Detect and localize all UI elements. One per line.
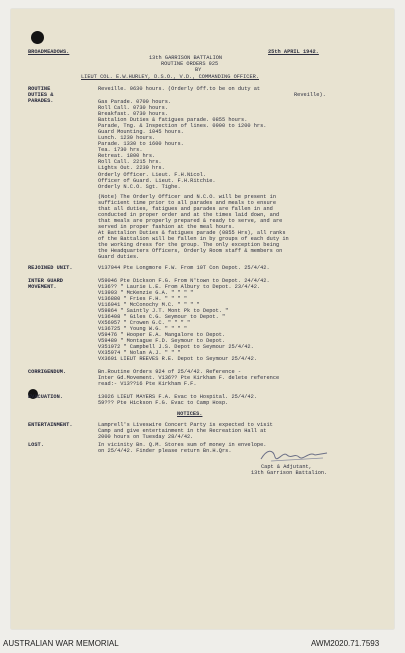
routine-label-1: ROUTINE xyxy=(28,86,51,92)
routine-label-2: DUTIES & xyxy=(28,92,54,98)
duty-officer-row: Orderly Officer. Lieut. F.H.Nicol. xyxy=(98,172,207,178)
note-line: that all duties, fatigues and parades are fallen in and xyxy=(98,206,273,212)
lost-label: LOST. xyxy=(28,442,44,448)
movement-row: V59046 Pte Dickson F.G. From N'town to Depot. 24/4/42. xyxy=(98,278,270,284)
movement-row: V116041 " McConochy M.C. " " " " xyxy=(98,302,200,308)
punch-hole-top xyxy=(31,31,44,44)
movement-row: V136880 " Fries F.H. " " " " xyxy=(98,296,188,302)
by-line: BY xyxy=(195,67,202,73)
commander-line: LIEUT COL. E.W.HURLEY, D.S.O., V.D., COMMANDING OFFICER. xyxy=(81,74,260,80)
note-line: At Battalion Duties & fatigues parade (0855 Hrs), all ranks xyxy=(98,230,286,236)
inter-guard-label-2: MOVEMENT. xyxy=(28,284,57,290)
routine-row: Parade. 1330 to 1600 hours. xyxy=(98,141,184,147)
routine-row: Breakfast. 0730 hours. xyxy=(98,111,168,117)
corrigendum-line: read:- V13??16 Pte Kirkham F.F. xyxy=(98,381,197,387)
archive-footer xyxy=(0,631,405,653)
note-line: served in proper fashion at the meal hours. xyxy=(98,224,235,230)
lost-line: on 25/4/42. Finder please return Bn.H.Qrs. xyxy=(98,448,232,454)
order-date: 25th APRIL 1942. xyxy=(268,49,319,55)
inter-guard-label-1: INTER GUARD xyxy=(28,278,63,284)
document-page xyxy=(11,9,394,629)
entertainment-line: Lamprell's Liveswire Concert Party is expected to visit xyxy=(98,422,273,428)
lost-line: In vicinity Bn. Q.M. Stores sum of money in envelope. xyxy=(98,442,267,448)
routine-row: Lunch. 1230 hours. xyxy=(98,135,156,141)
routine-row: Roll Call. 2215 hrs. xyxy=(98,159,162,165)
orders-title: ROUTINE ORDERS 925 xyxy=(161,61,219,67)
movement-row: V59476 " Hooper E.A. Mangalore to Depot. xyxy=(98,332,226,338)
routine-row: Guard Mounting. 1045 hours. xyxy=(98,129,184,135)
entertainment-line: 2000 hours on Tuesday 28/4/42. xyxy=(98,434,194,440)
rejoined-text: V137044 Pte Longmore F.W. From 10T Con Depot. 25/4/42. xyxy=(98,265,270,271)
movement-row: V351972 " Campbell J.S. Depot to Seymour 25/4/42. xyxy=(98,344,254,350)
note-line: conducted in proper order and at the times laid down, and xyxy=(98,212,280,218)
routine-row: Roll Call. 0730 hours. xyxy=(98,105,168,111)
movement-row: V136?? " Laurie L.E. From Albury to Depot. 23/4/42. xyxy=(98,284,261,290)
note-line: that meals are properly prepared & ready to serve, and are xyxy=(98,218,283,224)
corrigendum-line: Inter Gd.Movement. V136?? Pte Kirkham F. delete reference xyxy=(98,375,280,381)
signature-mark xyxy=(257,445,337,465)
entertainment-line: Camp and give entertainment in the Recreation Hall at xyxy=(98,428,267,434)
evacuation-line: 59??? Pte Hickson F.G. Evac to Camp Hosp. xyxy=(98,400,229,406)
duty-officer-row: Orderly N.C.O. Sgt. Tighe. xyxy=(98,184,181,190)
corrigendum-line: Bn.Routine Orders 924 of 25/4/42. Reference - xyxy=(98,369,242,375)
movement-row: V136725 " Young W.G. " " " " xyxy=(98,326,188,332)
signature-unit: 13th Garrison Battalion. xyxy=(251,470,328,476)
routine-label-3: PARADES. xyxy=(28,98,54,104)
movement-row: VX35974 " Nolan A.J. " " " xyxy=(98,350,181,356)
entertainment-label: ENTERTAINMENT. xyxy=(28,422,73,428)
routine-row: Parade, Tng. & Inspection of lines. 0900 to 1200 hrs. xyxy=(98,123,267,129)
movement-row: VX56957 " Crowen G.C. " " " " xyxy=(98,320,191,326)
duty-officer-row: Officer of Guard. Lieut. F.H.Ritchie. xyxy=(98,178,216,184)
signature-title: Capt & Adjutant, xyxy=(261,464,312,470)
routine-row: Lights Out. 2230 hrs. xyxy=(98,165,165,171)
note-line: the Headquarters Officers, Orderly Room staff & members on xyxy=(98,248,283,254)
routine-row: Battalion Duties & fatigues parade. 0855 hours. xyxy=(98,117,248,123)
movement-row: V13903 " McKenzie G.A. " " " " xyxy=(98,290,194,296)
rejoined-label: REJOINED UNIT. xyxy=(28,265,73,271)
routine-row: Tea. 1730 hrs. xyxy=(98,147,143,153)
notices-heading: NOTICES. xyxy=(177,411,203,417)
movement-row: VX3601 LIEUT REEVES R.E. Depot to Seymour 25/4/42. xyxy=(98,356,257,362)
note-line: (Note) The Orderly Officer and N.C.O. will be present in xyxy=(98,194,277,200)
evacuation-label: EVACUATION. xyxy=(28,394,63,400)
movement-row: V59489 " Montague F.D. Seymour to Depot. xyxy=(98,338,226,344)
evacuation-line: 13026 LIEUT MAYERS F.A. Evac to Hospital. 25/4/42. xyxy=(98,394,257,400)
unit-title: 13th GARRISON BATTALION xyxy=(149,55,223,61)
note-line: sufficient time prior to all parades and meals to ensure xyxy=(98,200,277,206)
location-heading: BROADMEADOWS. xyxy=(28,49,70,55)
corrigendum-label: CORRIGENDUM. xyxy=(28,369,67,375)
movement-row: V59864 " Saintly J.T. Mont Pk to Depot. " xyxy=(98,308,229,314)
archive-accession: AWM2020.71.7593 xyxy=(311,639,380,648)
note-line: the working dress for the group. The only exception being xyxy=(98,242,280,248)
routine-row: Gas Parade. 0700 hours. xyxy=(98,99,172,105)
note-line: of the Battalion will be fallen in by groups of each duty in xyxy=(98,236,289,242)
note-line: Guard duties. xyxy=(98,254,140,260)
reveille-row: Reveille. 0630 hours. (Orderly Off.to be on duty at xyxy=(98,86,261,92)
reveille-row-cont: Reveille). xyxy=(294,92,326,98)
routine-row: Retreat. 1800 hrs. xyxy=(98,153,156,159)
movement-row: V136408 " Giles C.G. Seymour to Depot. " xyxy=(98,314,226,320)
archive-name: AUSTRALIAN WAR MEMORIAL xyxy=(3,639,119,648)
